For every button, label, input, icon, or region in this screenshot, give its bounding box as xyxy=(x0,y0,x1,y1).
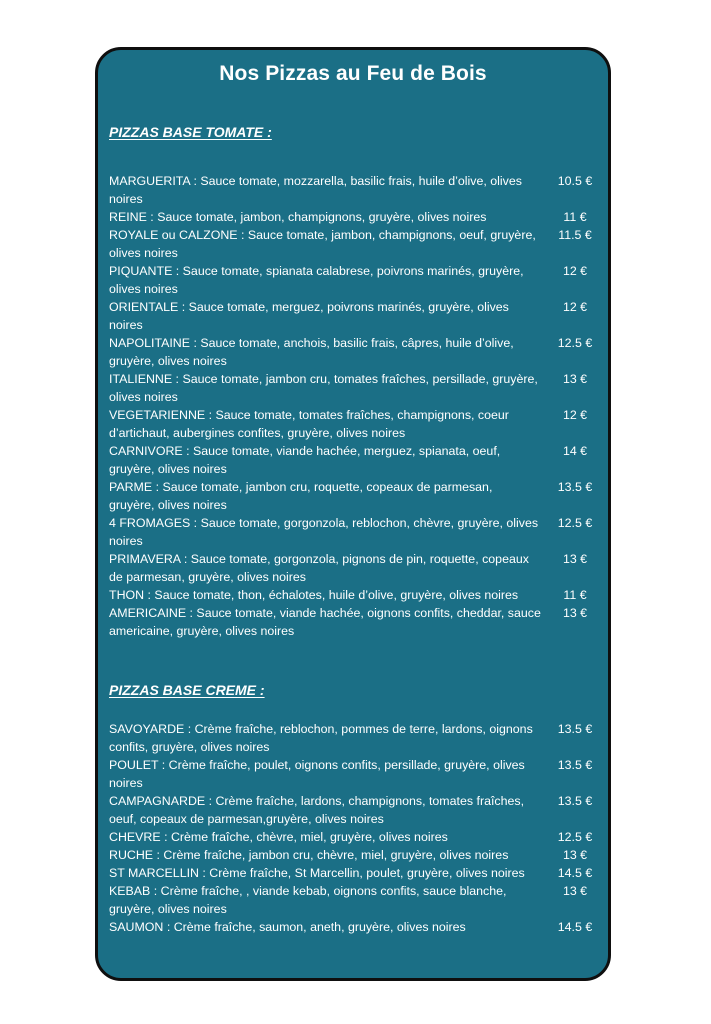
menu-item-piquante xyxy=(109,262,603,298)
menu-item-vegetarienne xyxy=(109,406,603,442)
menu-card xyxy=(95,47,611,981)
menu-item-kebab xyxy=(109,882,603,918)
item-description: RUCHE : Crème fraîche, jambon cru, chèvre, miel, gruyère, olives noires xyxy=(109,848,509,862)
menu-item-st-marcellin xyxy=(109,864,603,882)
item-description: POULET : Crème fraîche, poulet, oignons confits, persillade, gruyère, olives noires xyxy=(109,758,525,790)
menu-item-savoyarde xyxy=(109,720,603,756)
item-description: THON : Sauce tomate, thon, échalotes, huile d’olive, gruyère, olives noires xyxy=(109,588,519,602)
item-price: 10.5 € xyxy=(557,174,593,188)
menu-title: Nos Pizzas au Feu de Bois xyxy=(219,62,487,85)
item-description: VEGETARIENNE : Sauce tomate, tomates fraîches, champignons, coeur d’artichaut, aubergines confites, gruyère, olives noires xyxy=(109,408,509,440)
item-description: PARME : Sauce tomate, jambon cru, roquette, copeaux de parmesan, gruyère, olives noires xyxy=(109,480,493,512)
menu-item-italienne xyxy=(109,370,603,406)
menu-list-tomate xyxy=(109,172,603,640)
item-description: CAMPAGNARDE : Crème fraîche, lardons, champignons, tomates fraîches, oeuf, copeaux de parmesan,gruyère, olives noires xyxy=(109,794,525,826)
item-description: CHEVRE : Crème fraîche, chèvre, miel, gruyère, olives noires xyxy=(109,830,448,844)
item-price: 12.5 € xyxy=(557,336,593,350)
item-price: 12 € xyxy=(562,300,588,314)
menu-list-creme xyxy=(109,720,603,936)
item-description: MARGUERITA : Sauce tomate, mozzarella, basilic frais, huile d’olive, olives noires xyxy=(109,174,522,206)
item-price: 13.5 € xyxy=(557,722,593,736)
item-description: SAVOYARDE : Crème fraîche, reblochon, pommes de terre, lardons, oignons confits, gruyère, olives noires xyxy=(109,722,533,754)
item-price: 13.5 € xyxy=(557,758,593,772)
item-price: 11 € xyxy=(563,588,587,602)
menu-item-marguerita xyxy=(109,172,603,208)
menu-item-chevre xyxy=(109,828,603,846)
menu-item-saumon xyxy=(109,918,603,936)
menu-item-primavera xyxy=(109,550,603,586)
section-heading-tomate: PIZZAS BASE TOMATE : xyxy=(109,124,272,140)
item-price: 12.5 € xyxy=(557,516,593,530)
item-price: 12.5 € xyxy=(557,830,593,844)
item-description: PIQUANTE : Sauce tomate, spianata calabrese, poivrons marinés, gruyère, olives noires xyxy=(109,264,524,296)
menu-item-parme xyxy=(109,478,603,514)
item-description: CARNIVORE : Sauce tomate, viande hachée, merguez, spianata, oeuf, gruyère, olives noires xyxy=(109,444,501,476)
menu-item-carnivore xyxy=(109,442,603,478)
menu-item-orientale xyxy=(109,298,603,334)
item-price: 14 € xyxy=(562,444,588,458)
menu-item-americaine xyxy=(109,604,603,640)
menu-item-thon xyxy=(109,586,603,604)
item-price: 13.5 € xyxy=(557,480,593,494)
menu-item-poulet xyxy=(109,756,603,792)
item-description: ROYALE ou CALZONE : Sauce tomate, jambon, champignons, oeuf, gruyère, olives noires xyxy=(109,228,536,260)
menu-item-campagnarde xyxy=(109,792,603,828)
menu-item-napolitaine xyxy=(109,334,603,370)
item-price: 13 € xyxy=(562,552,588,566)
item-description: ST MARCELLIN : Crème fraîche, St Marcellin, poulet, gruyère, olives noires xyxy=(109,866,525,880)
item-description: ITALIENNE : Sauce tomate, jambon cru, tomates fraîches, persillade, gruyère, olives noires xyxy=(109,372,538,404)
menu-item-reine xyxy=(109,208,603,226)
menu-item-royale xyxy=(109,226,603,262)
menu-item-4-fromages xyxy=(109,514,603,550)
item-price: 11.5 € xyxy=(558,228,592,242)
item-price: 13 € xyxy=(562,372,588,386)
item-price: 14.5 € xyxy=(557,920,593,934)
item-description: PRIMAVERA : Sauce tomate, gorgonzola, pignons de pin, roquette, copeaux de parmesan, gruyère, olives noires xyxy=(109,552,529,584)
item-price: 11 € xyxy=(563,210,587,224)
section-heading-creme: PIZZAS BASE CREME : xyxy=(109,682,265,698)
item-price: 13 € xyxy=(562,848,588,862)
item-description: NAPOLITAINE : Sauce tomate, anchois, basilic frais, câpres, huile d’olive, gruyère, olives noires xyxy=(109,336,514,368)
item-description: AMERICAINE : Sauce tomate, viande hachée, oignons confits, cheddar, sauce americaine, gruyère, olives noires xyxy=(109,606,541,638)
item-description: 4 FROMAGES : Sauce tomate, gorgonzola, reblochon, chèvre, gruyère, olives noires xyxy=(109,516,539,548)
item-description: ORIENTALE : Sauce tomate, merguez, poivrons marinés, gruyère, olives noires xyxy=(109,300,509,332)
item-price: 14.5 € xyxy=(557,866,593,880)
item-description: KEBAB : Crème fraîche, , viande kebab, oignons confits, sauce blanche, gruyère, olives noires xyxy=(109,884,507,916)
item-description: REINE : Sauce tomate, jambon, champignons, gruyère, olives noires xyxy=(109,210,487,224)
menu-item-ruche xyxy=(109,846,603,864)
item-price: 12 € xyxy=(562,264,588,278)
item-price: 12 € xyxy=(562,408,588,422)
item-price: 13 € xyxy=(562,884,588,898)
item-price: 13 € xyxy=(562,606,588,620)
item-description: SAUMON : Crème fraîche, saumon, aneth, gruyère, olives noires xyxy=(109,920,466,934)
item-price: 13.5 € xyxy=(557,794,593,808)
